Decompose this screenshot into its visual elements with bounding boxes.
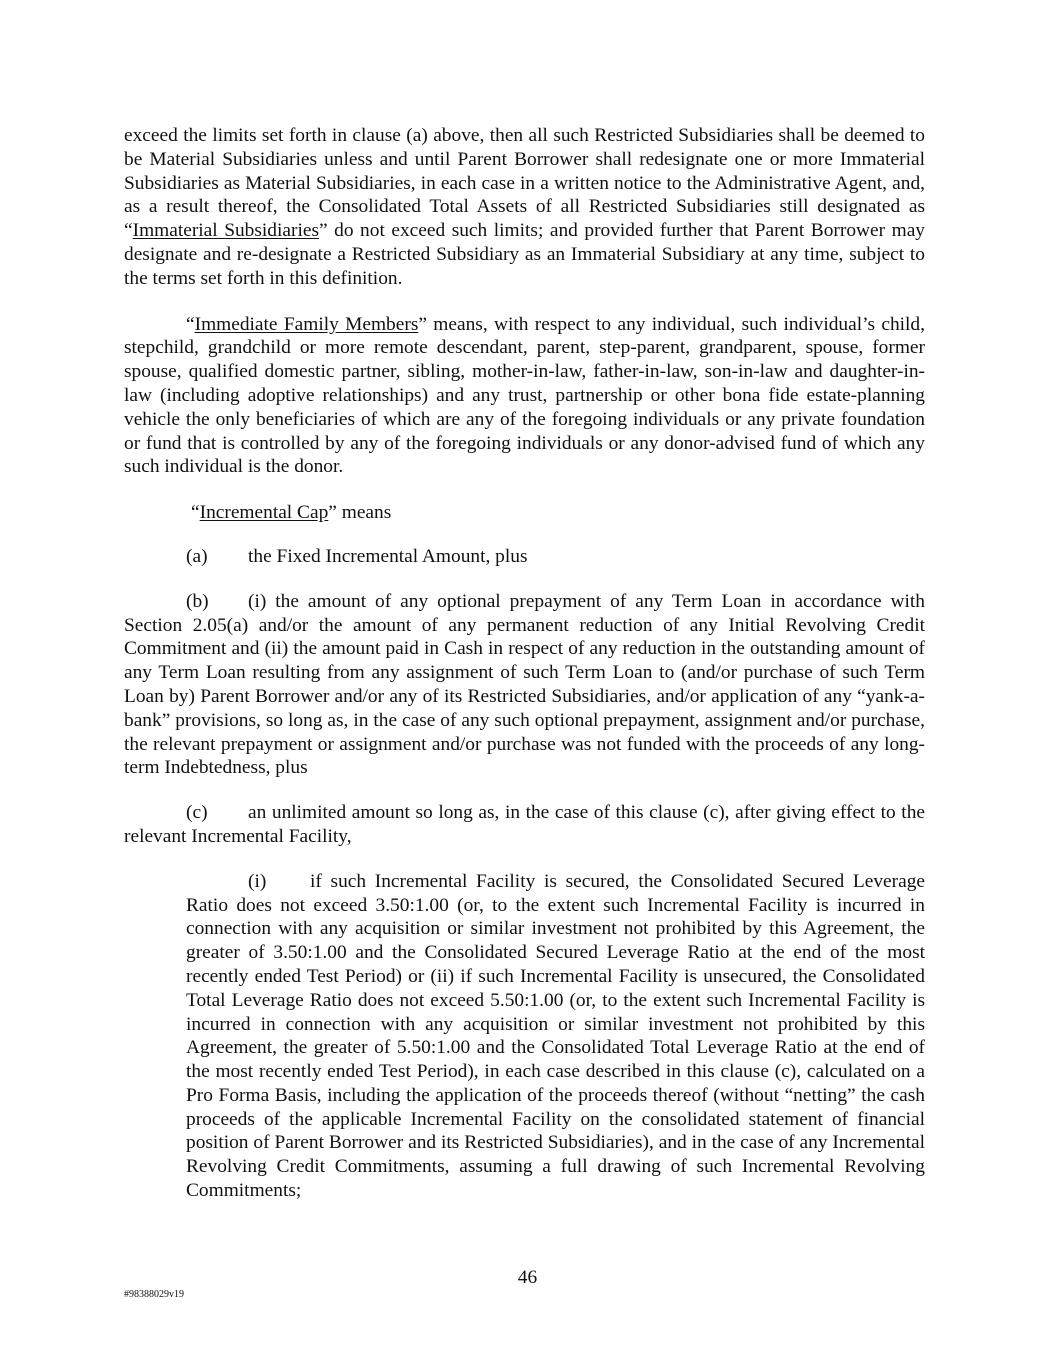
clause-a — [124, 545, 925, 569]
clause-label: (i) — [248, 870, 267, 892]
defined-term-immediate-family-members: Immediate Family Members — [194, 313, 419, 335]
open-quote: “ — [186, 313, 195, 335]
definition-incremental-cap — [124, 501, 925, 525]
clause-c-i — [124, 870, 925, 1203]
clause-text: an unlimited amount so long as, in the case of this clause (c), after giving effect to the relevant Incremental Facility, — [124, 802, 925, 847]
document-id: #98388029v19 — [124, 1289, 184, 1300]
clause-label: (a) — [186, 545, 208, 567]
defined-term-immaterial-subsidiaries: Immaterial Subsidiaries — [132, 220, 319, 242]
definition-text: ” means — [328, 502, 392, 524]
clause-c — [124, 801, 925, 849]
page-number: 46 — [517, 1267, 538, 1288]
clause-label: (b) — [186, 590, 209, 612]
clause-text: the Fixed Incremental Amount, plus — [248, 545, 528, 567]
open-quote: “ — [191, 502, 200, 524]
paragraph-text-before: exceed the limits set forth in clause (a) above, then all such Restricted Subsidiaries shall be deemed to be Material Subsidiaries unless and until Parent Borrower shall redesignate one or more Immaterial Subsidiaries as Material Subsidiaries, in each case in a written notice to the Administrative Agent, and, as a result thereof, the Consolidated Total Assets of all Restricted Subsidiaries still designated as “ — [124, 125, 925, 242]
clause-label: (c) — [186, 802, 208, 824]
paragraph-immaterial-subsidiaries-continued — [124, 124, 925, 291]
clause-b — [124, 590, 925, 780]
definition-immediate-family-members — [124, 313, 925, 480]
defined-term-incremental-cap: Incremental Cap — [199, 502, 329, 524]
paragraph-text-after: ” do not exceed such limits; and provided further that Parent Borrower may designate and re-designate a Restricted Subsidiary as an Immaterial Subsidiary at any time, subject to the terms set forth in this definition. — [124, 220, 925, 289]
clause-text: if such Incremental Facility is secured, the Consolidated Secured Leverage Ratio does not exceed 3.50:1.00 (or, to the extent such Incremental Facility is incurred in connection with any acquisition or similar investment not prohibited by this Agreement, the greater of 3.50:1.00 and the Consolidated Secured Leverage Ratio at the end of the most recently ended Test Period) or (ii) if such Incremental Facility is unsecured, the Consolidated Total Leverage Ratio does not exceed 5.50:1.00 (or, to the extent such Incremental Facility is incurred in connection with any acquisition or similar investment not prohibited by this Agreement, the greater of 5.50:1.00 and the Consolidated Total Leverage Ratio at the end of the most recently ended Test Period), in each case described in this clause (c), calculated on a Pro Forma Basis, including the application of the proceeds thereof (without “netting” the cash proceeds of the applicable Incremental Facility on the consolidated statement of financial position of Parent Borrower and its Restricted Subsidiaries), and in the case of any Incremental Revolving Credit Commitments, assuming a full drawing of such Incremental Revolving Commitments; — [186, 870, 925, 1202]
definition-text: ” means, with respect to any individual, such individual’s child, stepchild, grandchild or more remote descendant, parent, step-parent, grandparent, spouse, former spouse, qualified domestic partner, sibling, mother-in-law, father-in-law, son-in-law and daughter-in-law (including adoptive relationships) and any trust, partnership or other bona fide estate-planning vehicle the only beneficiaries of which are any of the foregoing individuals or any private foundation or fund that is controlled by any of the foregoing individuals or any donor-advised fund of which any such individual is the donor. — [124, 313, 925, 478]
clause-text: (i) the amount of any optional prepayment of any Term Loan in accordance with Section 2.05(a) and/or the amount of any permanent reduction of any Initial Revolving Credit Commitment and (ii) the amount paid in Cash in respect of any reduction in the outstanding amount of any Term Loan resulting from any assignment of such Term Loan to (and/or purchase of such Term Loan by) Parent Borrower and/or any of its Restricted Subsidiaries, and/or application of any “yank-a-bank” provisions, so long as, in the case of any such optional prepayment, assignment and/or purchase, the relevant prepayment or assignment and/or purchase was not funded with the proceeds of any long-term Indebtedness, plus — [124, 590, 925, 779]
document-body — [124, 124, 925, 1203]
